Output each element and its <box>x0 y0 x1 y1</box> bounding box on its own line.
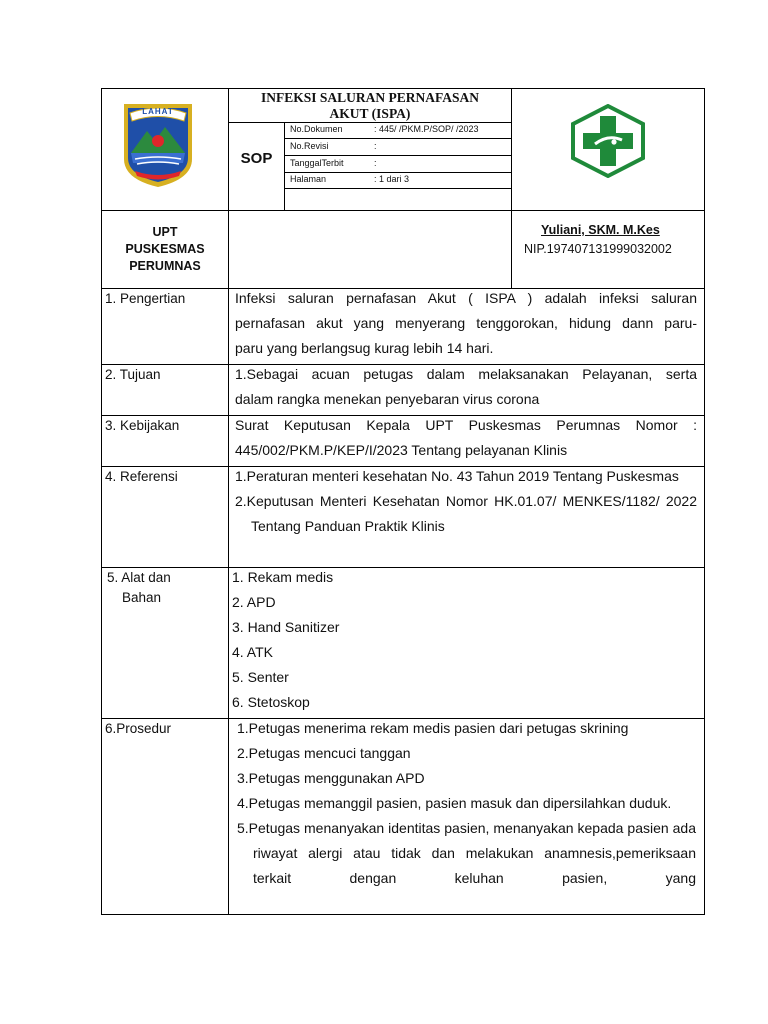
meta-row-halaman <box>290 171 508 188</box>
signer-nip: NIP.197407131999032002 <box>524 242 672 256</box>
puskesmas-logo-icon <box>570 104 646 178</box>
meta-key: TanggalTerbit <box>290 158 344 168</box>
header-row-line <box>101 210 705 211</box>
kebijakan-line-1: Surat Keputusan Kepala UPT Puskesmas Perumnas Nomor : <box>235 417 697 433</box>
label-alat-bahan-line-2: Bahan <box>122 590 162 605</box>
document-title-line-1: INFEKSI SALURAN PERNAFASAN <box>260 90 480 105</box>
meta-row-no-dokumen <box>290 121 508 138</box>
list-item: 6. Stetoskop <box>232 694 310 710</box>
pengertian-line-3: paru yang berlangsug kurag lebih 14 hari. <box>235 340 494 356</box>
table-border-top <box>101 88 705 89</box>
meta-value: : <box>374 158 377 168</box>
list-item: 4. ATK <box>232 644 273 660</box>
list-item: 1.Petugas menerima rekam medis pasien dari petugas skrining <box>237 720 629 736</box>
content-alat-bahan <box>232 565 694 715</box>
pengertian-line-2: pernafasan akut yang menyerang tenggorokan, hidung dann paru- <box>235 315 697 331</box>
list-item: 2. APD <box>232 594 276 610</box>
list-item: 1. Rekam medis <box>232 569 334 585</box>
meta-value: : <box>374 141 377 151</box>
meta-key: No.Dokumen <box>290 124 343 134</box>
unit-name-line-2: PUSKESMAS <box>125 242 205 256</box>
table-border-left <box>101 88 102 915</box>
label-pengertian: 1. Pengertian <box>105 291 186 306</box>
meta-value: : 1 dari 3 <box>374 174 410 184</box>
list-item: 5.Petugas menanyakan identitas pasien, menanyakan kepada pasien ada riwayat alergi atau tidak dan melakukan anamnesis,pemeriksaan terkait dengan keluhan pasien, yang <box>237 820 696 886</box>
unit-name <box>102 224 228 275</box>
list-item: 4.Petugas memanggil pasien, pasien masuk dan dipersilahkan duduk. <box>237 795 672 811</box>
label-prosedur: 6.Prosedur <box>105 721 172 736</box>
content-tujuan <box>235 362 697 412</box>
meta-value: : 445/ /PKM.P/SOP/ /2023 <box>374 124 479 134</box>
table-border-right <box>704 88 705 915</box>
kebijakan-line-2: 445/002/PKM.P/KEP/I/2023 Tentang pelayanan Klinis <box>235 442 568 458</box>
label-kebijakan: 3. Kebijakan <box>105 418 180 433</box>
document-title-line-2: AKUT (ISPA) <box>329 106 411 121</box>
content-prosedur <box>237 716 696 891</box>
header-divider-sop <box>284 122 285 210</box>
content-kebijakan <box>235 413 697 463</box>
meta-row-line-4 <box>284 188 511 189</box>
list-item: 3.Petugas menggunakan APD <box>237 770 425 786</box>
list-item: 2.Keputusan Menteri Kesehatan Nomor HK.01.07/ MENKES/1182/ 2022 Tentang Panduan Praktik Klinis <box>235 493 697 534</box>
meta-key: No.Revisi <box>290 141 329 151</box>
tujuan-line-1: 1.Sebagai acuan petugas dalam melaksanakan Pelayanan, serta <box>235 366 697 382</box>
table-border-bottom <box>101 914 705 915</box>
unit-name-line-3: PERUMNAS <box>129 259 201 273</box>
meta-row-no-revisi <box>290 138 508 155</box>
sop-label: SOP <box>240 150 273 167</box>
signer-name: Yuliani, SKM. M.Kes <box>541 223 660 237</box>
label-referensi: 4. Referensi <box>105 469 178 484</box>
list-item: 1.Peraturan menteri kesehatan No. 43 Tahun 2019 Tentang Puskesmas <box>235 468 679 484</box>
label-alat-bahan-line-1: 5. Alat dan <box>107 570 171 585</box>
label-alat-bahan <box>107 568 171 608</box>
pengertian-line-1: Infeksi saluran pernafasan Akut ( ISPA ) adalah infeksi saluran <box>235 290 697 306</box>
meta-row-tanggal-terbit <box>290 155 508 172</box>
content-pengertian <box>235 286 697 361</box>
list-item: 2.Petugas mencuci tanggan <box>237 745 411 761</box>
header-divider-2 <box>511 88 512 288</box>
document-title <box>229 90 511 122</box>
label-tujuan: 2. Tujuan <box>105 367 161 382</box>
crest-banner-text: LAHAT <box>142 107 174 116</box>
tujuan-line-2: dalam rangka menekan penyebaran virus corona <box>235 391 540 407</box>
list-item: 5. Senter <box>232 669 289 685</box>
content-referensi <box>235 464 697 539</box>
unit-name-line-1: UPT <box>152 225 178 239</box>
meta-key: Halaman <box>290 174 327 184</box>
header-divider-1 <box>228 88 229 915</box>
list-item: 3. Hand Sanitizer <box>232 619 340 635</box>
lahat-regency-crest-icon <box>121 101 195 189</box>
